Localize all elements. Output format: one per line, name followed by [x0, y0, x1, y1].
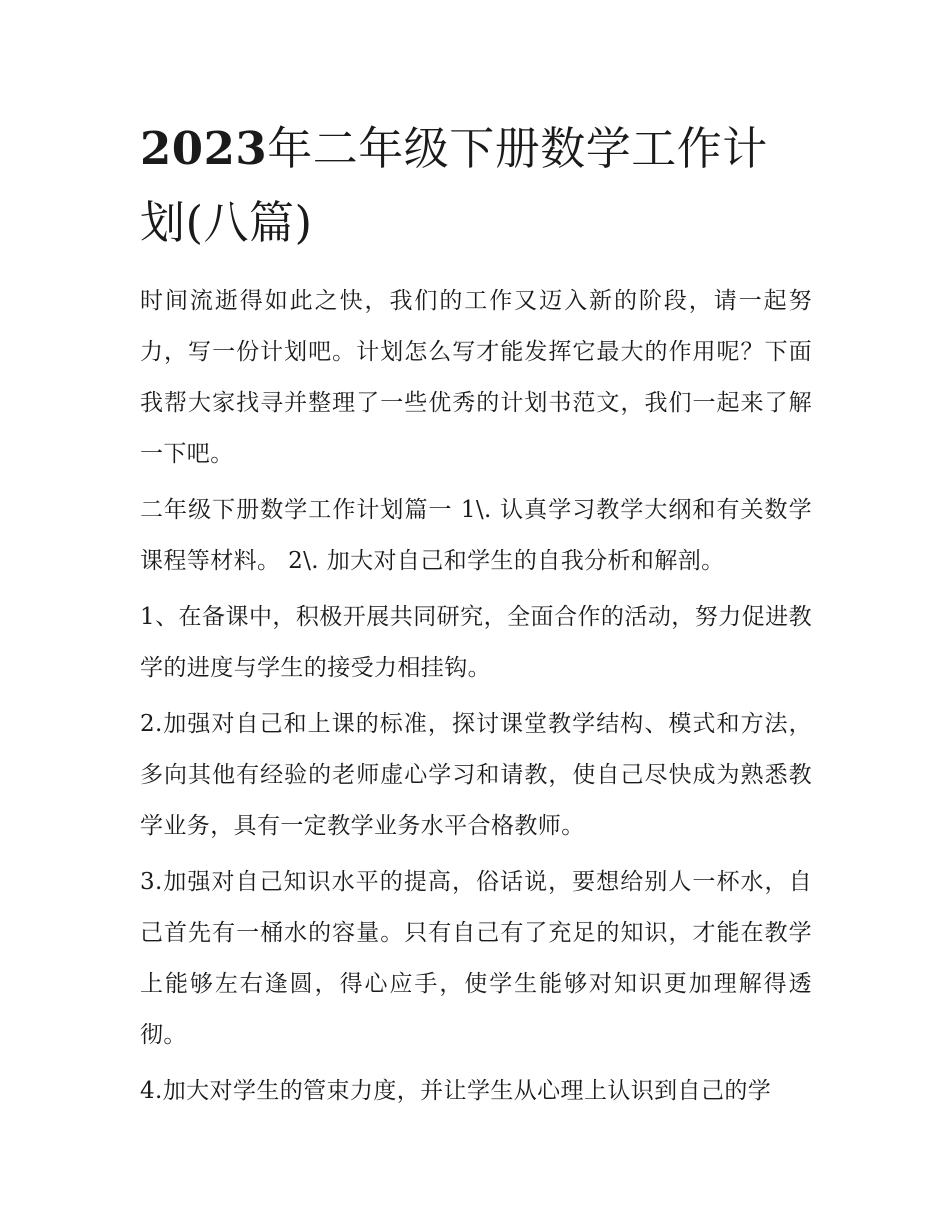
plan-item-4: 4.加大对学生的管束力度，并让学生从心理上认识到自己的学 — [140, 1078, 772, 1104]
intro-paragraph: 时间流逝得如此之快，我们的工作又迈入新的阶段，请一起努力，写一份计划吧。计划怎么写才能发挥它最大的作用呢？下面我帮大家找寻并整理了一些优秀的计划书范文，我们一起来了解一下吧。 — [140, 288, 812, 467]
title-text: 年二年级下册数学工作计划(八篇) — [140, 122, 768, 249]
plan-heading-paragraph: 二年级下册数学工作计划篇一 1\. 认真学习教学大纲和有关数学课程等材料。 2\. 加大对自己和学生的自我分析和解剖。 — [140, 497, 812, 574]
plan-item-3: 3.加强对自己知识水平的提高，俗话说，要想给别人一杯水，自己首先有一桶水的容量。只有自己有了充足的知识，才能在教学上能够左右逢圆，得心应手，使学生能够对知识更加理解得透彻。 — [140, 869, 812, 1048]
document-page — [140, 112, 812, 1122]
document-title — [140, 112, 812, 260]
plan-item-1: 1、在备课中，积极开展共同研究，全面合作的活动，努力促进教学的进度与学生的接受力相挂钩。 — [140, 604, 812, 681]
title-year: 2023 — [140, 122, 268, 175]
plan-item-2: 2.加强对自己和上课的标准，探讨课堂教学结构、模式和方法，多向其他有经验的老师虚心学习和请教，使自己尽快成为熟悉教学业务，具有一定教学业务水平合格教师。 — [140, 711, 812, 839]
